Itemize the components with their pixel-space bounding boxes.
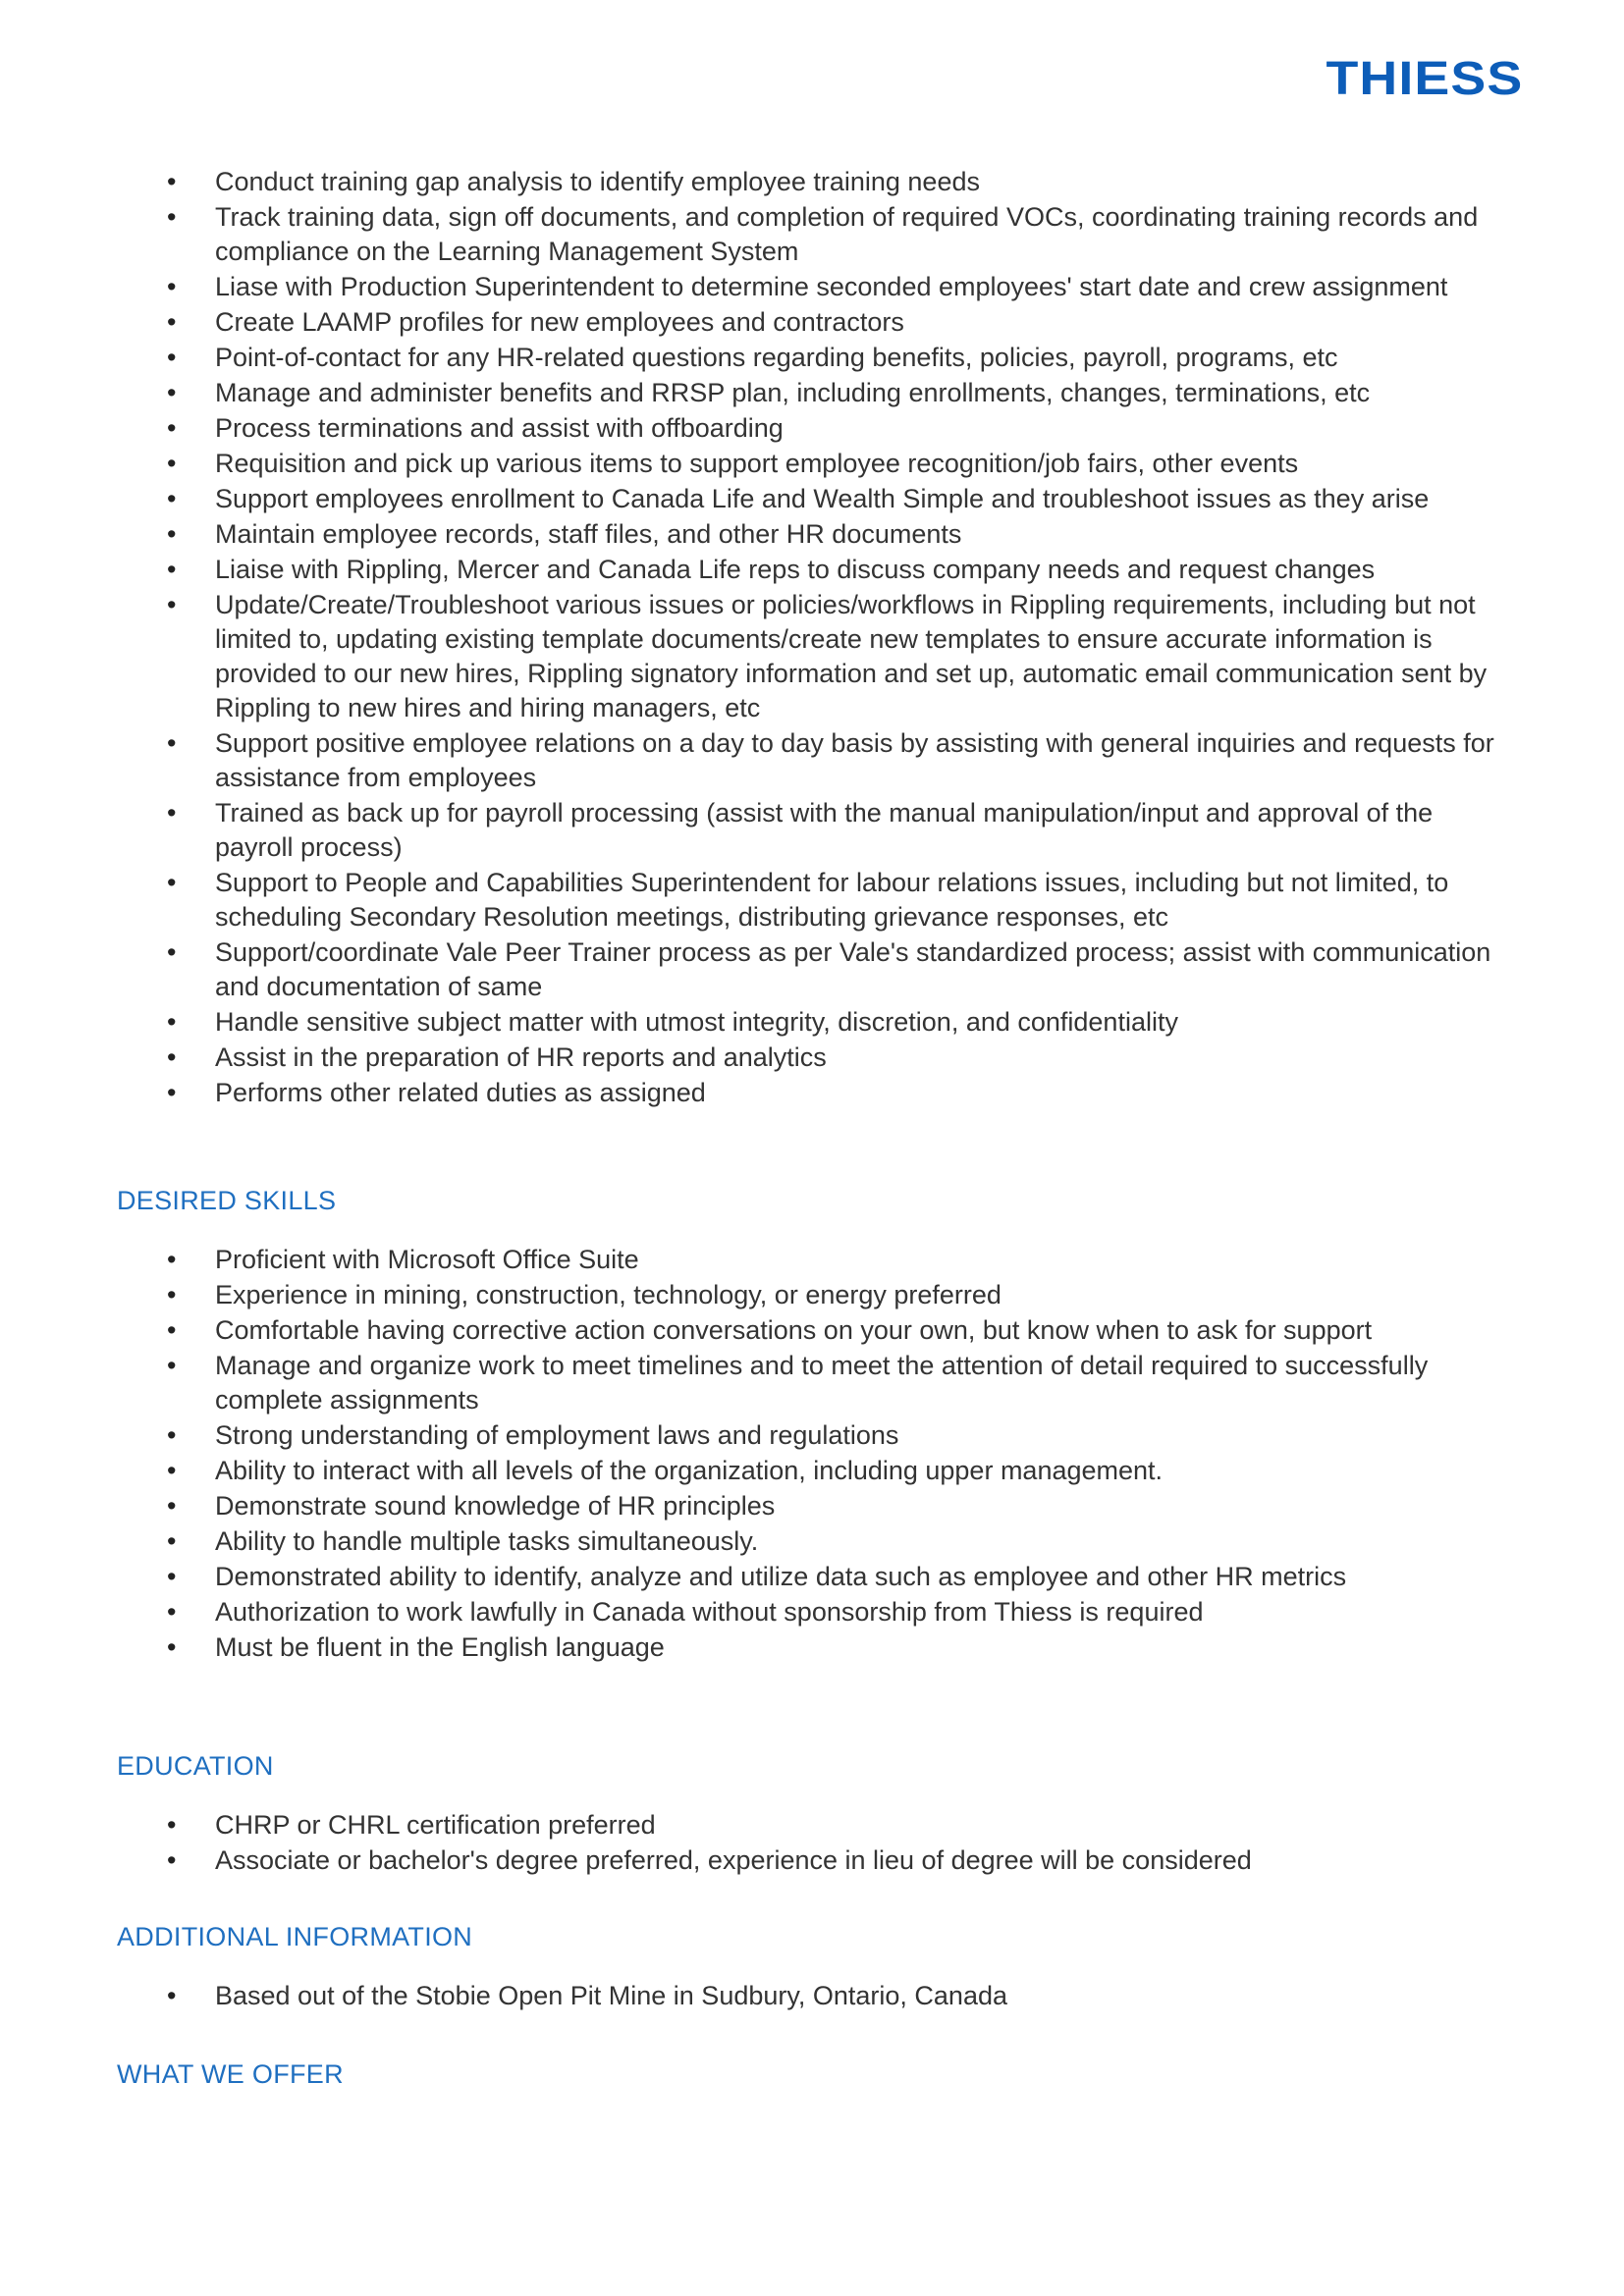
list-item: • Performs other related duties as assigned xyxy=(167,1076,1512,1110)
list-item: • Assist in the preparation of HR reports and analytics xyxy=(167,1041,1512,1075)
list-item: • Manage and organize work to meet timelines and to meet the attention of detail required to successfully complete assignments xyxy=(167,1349,1512,1417)
list-item: • Liase with Production Superintendent to determine seconded employees' start date and crew assignment xyxy=(167,270,1512,304)
list-item: • CHRP or CHRL certification preferred xyxy=(167,1808,1512,1842)
list-item: • Demonstrate sound knowledge of HR principles xyxy=(167,1489,1512,1523)
list-item: • Support/coordinate Vale Peer Trainer process as per Vale's standardized process; assist with communication and documentation of same xyxy=(167,935,1512,1004)
list-item: • Trained as back up for payroll processing (assist with the manual manipulation/input and approval of the payroll process) xyxy=(167,796,1512,865)
list-item: • Associate or bachelor's degree preferred, experience in lieu of degree will be considered xyxy=(167,1843,1512,1878)
list-item: • Support to People and Capabilities Superintendent for labour relations issues, including but not limited, to scheduling Secondary Resolution meetings, distributing grievance responses, etc xyxy=(167,866,1512,934)
duties-list xyxy=(167,165,1512,1111)
list-item: • Demonstrated ability to identify, analyze and utilize data such as employee and other HR metrics xyxy=(167,1560,1512,1594)
list-item: • Authorization to work lawfully in Canada without sponsorship from Thiess is required xyxy=(167,1595,1512,1629)
list-item: • Liaise with Rippling, Mercer and Canada Life reps to discuss company needs and request changes xyxy=(167,553,1512,587)
list-item: • Experience in mining, construction, technology, or energy preferred xyxy=(167,1278,1512,1312)
desired-skills-heading: DESIRED SKILLS xyxy=(117,1186,337,1215)
thiess-logo: THIESS xyxy=(1326,53,1523,105)
list-item: • Maintain employee records, staff files, and other HR documents xyxy=(167,517,1512,552)
list-item: • Point-of-contact for any HR-related questions regarding benefits, policies, payroll, programs, etc xyxy=(167,341,1512,375)
list-item: • Must be fluent in the English language xyxy=(167,1630,1512,1665)
list-item: • Ability to interact with all levels of the organization, including upper management. xyxy=(167,1454,1512,1488)
list-item: • Support employees enrollment to Canada Life and Wealth Simple and troubleshoot issues as they arise xyxy=(167,482,1512,516)
list-item: • Handle sensitive subject matter with utmost integrity, discretion, and confidentiality xyxy=(167,1005,1512,1040)
list-item: • Update/Create/Troubleshoot various issues or policies/workflows in Rippling requirements, including but not limited to, updating existing template documents/create new templates to ensure accurate information is provided to our new hires, Rippling signatory information and set up, automatic email communication sent by Rippling to new hires and hiring managers, etc xyxy=(167,588,1512,725)
list-item: • Proficient with Microsoft Office Suite xyxy=(167,1243,1512,1277)
education-list xyxy=(167,1808,1512,1879)
list-item: • Track training data, sign off documents, and completion of required VOCs, coordinating training records and compliance on the Learning Management System xyxy=(167,200,1512,269)
list-item: • Ability to handle multiple tasks simultaneously. xyxy=(167,1524,1512,1559)
list-item: • Process terminations and assist with offboarding xyxy=(167,411,1512,446)
additional-information-heading: ADDITIONAL INFORMATION xyxy=(117,1922,473,1951)
list-item: • Comfortable having corrective action conversations on your own, but know when to ask for support xyxy=(167,1313,1512,1348)
list-item: • Strong understanding of employment laws and regulations xyxy=(167,1418,1512,1453)
additional-information-list xyxy=(167,1979,1512,2014)
education-heading: EDUCATION xyxy=(117,1751,274,1781)
list-item: • Support positive employee relations on a day to day basis by assisting with general inquiries and requests for assistance from employees xyxy=(167,726,1512,795)
list-item: • Based out of the Stobie Open Pit Mine in Sudbury, Ontario, Canada xyxy=(167,1979,1512,2013)
desired-skills-list xyxy=(167,1243,1512,1666)
list-item: • Requisition and pick up various items to support employee recognition/job fairs, other events xyxy=(167,447,1512,481)
what-we-offer-heading: WHAT WE OFFER xyxy=(117,2059,344,2089)
list-item: • Create LAAMP profiles for new employees and contractors xyxy=(167,305,1512,340)
list-item: • Conduct training gap analysis to identify employee training needs xyxy=(167,165,1512,199)
list-item: • Manage and administer benefits and RRSP plan, including enrollments, changes, terminations, etc xyxy=(167,376,1512,410)
